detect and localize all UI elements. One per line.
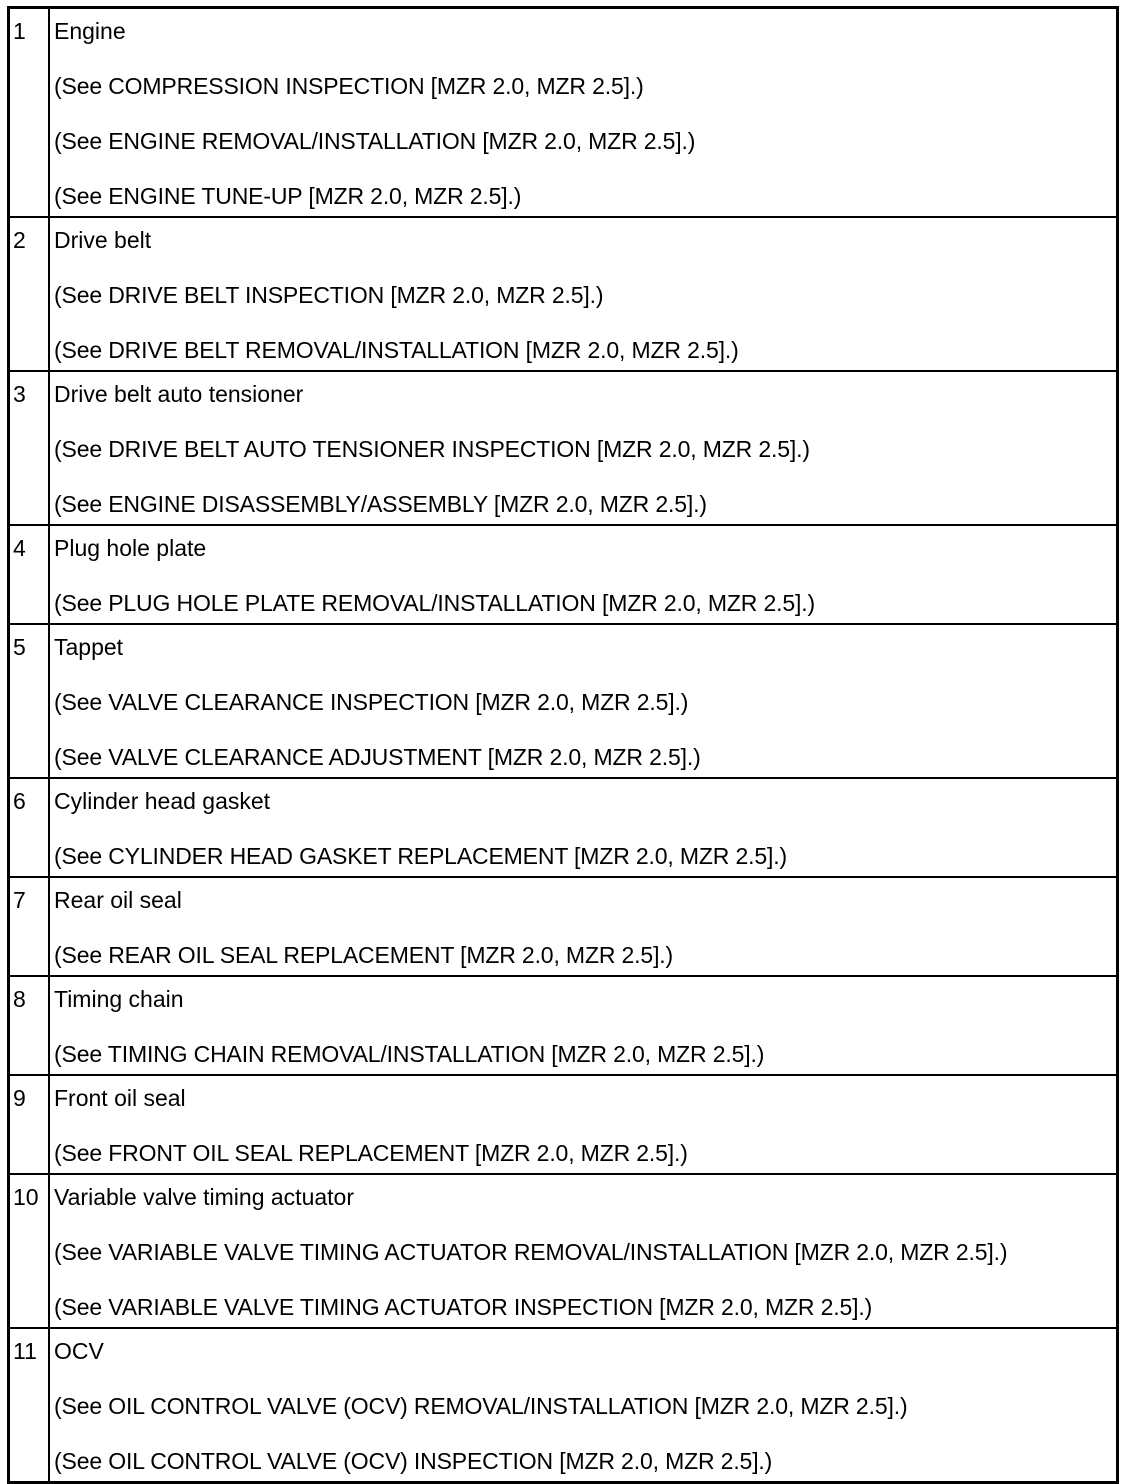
reference-link[interactable]: (See ENGINE TUNE-UP [MZR 2.0, MZR 2.5].)	[54, 183, 522, 209]
reference-link[interactable]: (See VARIABLE VALVE TIMING ACTUATOR INSPECTION [MZR 2.0, MZR 2.5].)	[54, 1294, 873, 1320]
table-row	[9, 1328, 1118, 1483]
item-title: Cylinder head gasket	[54, 788, 271, 814]
item-content	[49, 877, 1118, 976]
item-title: Drive belt auto tensioner	[54, 381, 304, 407]
reference-link[interactable]: (See VALVE CLEARANCE INSPECTION [MZR 2.0, MZR 2.5].)	[54, 689, 689, 715]
reference-link[interactable]: (See ENGINE REMOVAL/INSTALLATION [MZR 2.0, MZR 2.5].)	[54, 128, 696, 154]
table-row	[9, 217, 1118, 371]
item-content	[49, 8, 1118, 218]
table-row	[9, 778, 1118, 877]
item-content	[49, 778, 1118, 877]
table-row	[9, 976, 1118, 1075]
item-number: 6	[9, 778, 50, 877]
item-title: Front oil seal	[54, 1085, 186, 1111]
item-content	[49, 217, 1118, 371]
reference-link[interactable]: (See DRIVE BELT REMOVAL/INSTALLATION [MZR 2.0, MZR 2.5].)	[54, 337, 739, 363]
item-content	[49, 371, 1118, 525]
reference-link[interactable]: (See ENGINE DISASSEMBLY/ASSEMBLY [MZR 2.0, MZR 2.5].)	[54, 491, 707, 517]
item-title: Variable valve timing actuator	[54, 1184, 354, 1210]
item-number: 9	[9, 1075, 50, 1174]
reference-link[interactable]: (See CYLINDER HEAD GASKET REPLACEMENT [MZR 2.0, MZR 2.5].)	[54, 843, 788, 869]
item-content	[49, 624, 1118, 778]
item-title: OCV	[54, 1338, 104, 1364]
reference-link[interactable]: (See DRIVE BELT INSPECTION [MZR 2.0, MZR 2.5].)	[54, 282, 604, 308]
item-number: 8	[9, 976, 50, 1075]
table-row	[9, 371, 1118, 525]
item-number: 3	[9, 371, 50, 525]
reference-link[interactable]: (See OIL CONTROL VALVE (OCV) REMOVAL/INSTALLATION [MZR 2.0, MZR 2.5].)	[54, 1393, 908, 1419]
item-content	[49, 1075, 1118, 1174]
item-number: 5	[9, 624, 50, 778]
table-row	[9, 624, 1118, 778]
item-title: Timing chain	[54, 986, 184, 1012]
reference-link[interactable]: (See OIL CONTROL VALVE (OCV) INSPECTION [MZR 2.0, MZR 2.5].)	[54, 1448, 773, 1474]
item-title: Drive belt	[54, 227, 152, 253]
item-content	[49, 1174, 1118, 1328]
table-row	[9, 1075, 1118, 1174]
item-content	[49, 1328, 1118, 1483]
item-content	[49, 976, 1118, 1075]
reference-link[interactable]: (See VARIABLE VALVE TIMING ACTUATOR REMOVAL/INSTALLATION [MZR 2.0, MZR 2.5].)	[54, 1239, 1008, 1265]
item-title: Plug hole plate	[54, 535, 207, 561]
table-row	[9, 525, 1118, 624]
reference-link[interactable]: (See VALVE CLEARANCE ADJUSTMENT [MZR 2.0, MZR 2.5].)	[54, 744, 701, 770]
item-number: 11	[9, 1328, 50, 1483]
item-number: 10	[9, 1174, 50, 1328]
item-number: 2	[9, 217, 50, 371]
reference-link[interactable]: (See PLUG HOLE PLATE REMOVAL/INSTALLATION [MZR 2.0, MZR 2.5].)	[54, 590, 815, 616]
item-number: 1	[9, 8, 50, 218]
procedure-table	[7, 6, 1119, 1484]
item-content	[49, 525, 1118, 624]
reference-link[interactable]: (See FRONT OIL SEAL REPLACEMENT [MZR 2.0, MZR 2.5].)	[54, 1140, 688, 1166]
table-row	[9, 877, 1118, 976]
item-number: 7	[9, 877, 50, 976]
item-title: Rear oil seal	[54, 887, 182, 913]
table-row	[9, 1174, 1118, 1328]
reference-link[interactable]: (See TIMING CHAIN REMOVAL/INSTALLATION [MZR 2.0, MZR 2.5].)	[54, 1041, 765, 1067]
reference-link[interactable]: (See COMPRESSION INSPECTION [MZR 2.0, MZR 2.5].)	[54, 73, 644, 99]
reference-link[interactable]: (See REAR OIL SEAL REPLACEMENT [MZR 2.0, MZR 2.5].)	[54, 942, 674, 968]
table-row	[9, 8, 1118, 218]
reference-link[interactable]: (See DRIVE BELT AUTO TENSIONER INSPECTION [MZR 2.0, MZR 2.5].)	[54, 436, 810, 462]
item-number: 4	[9, 525, 50, 624]
item-title: Engine	[54, 18, 126, 44]
item-title: Tappet	[54, 634, 124, 660]
